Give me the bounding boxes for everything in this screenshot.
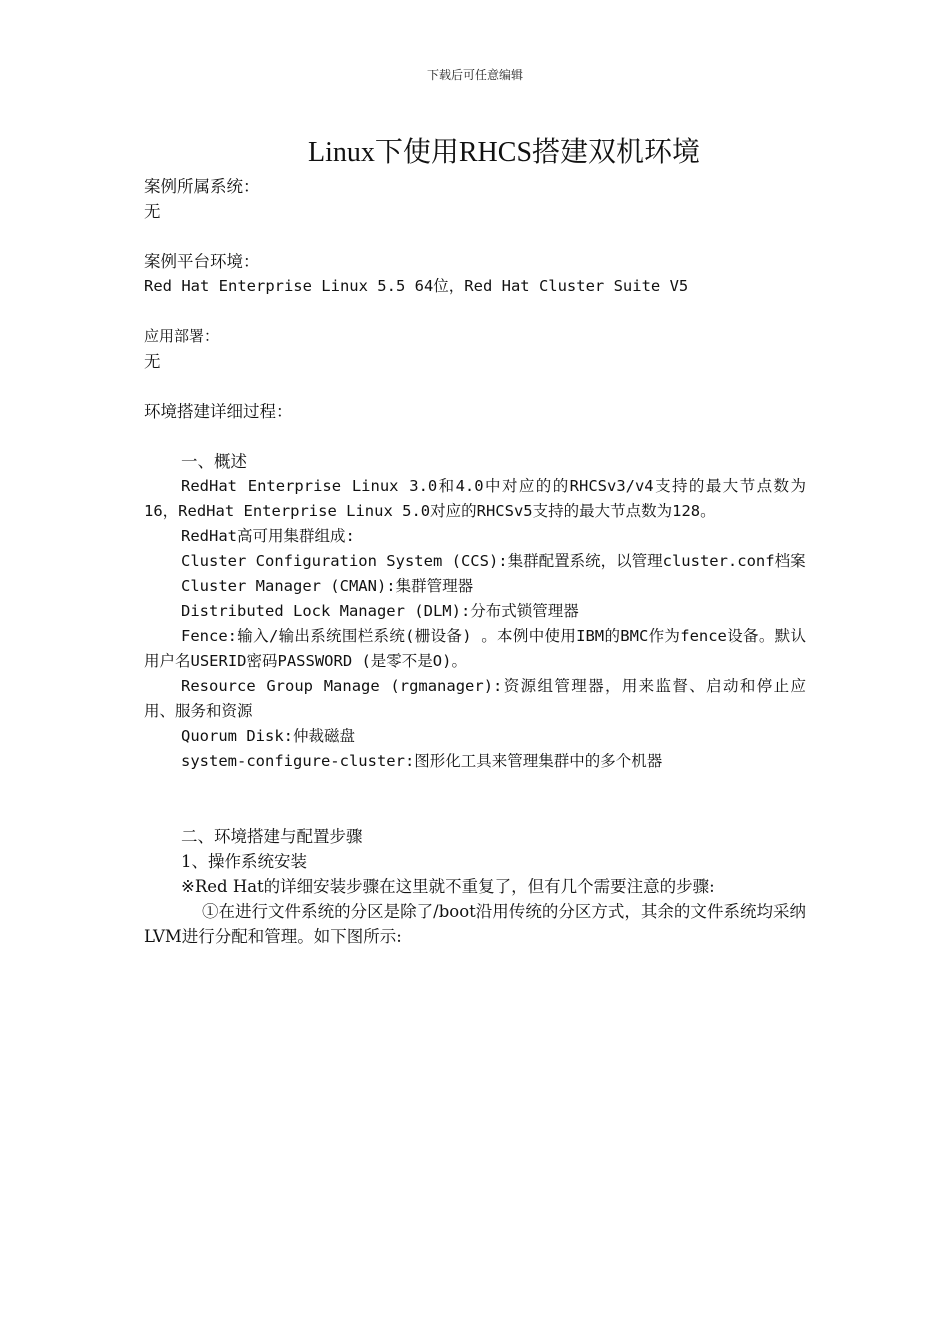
section2-item-1: ①在进行文件系统的分区是除了/boot沿用传统的分区方式，其余的文件系统均采纳LVM进行分配和管理。如下图所示: [144, 902, 806, 946]
section1-paragraph-3: Cluster Configuration System (CCS):集群配置系统，以管理cluster.conf档案 [181, 552, 806, 570]
section2-subheading-1: 1、操作系统安装 [181, 852, 307, 871]
section1-heading: 一、概述 [181, 452, 247, 471]
section1-paragraph-2: RedHat高可用集群组成: [181, 527, 355, 545]
section1-paragraph-8: Quorum Disk:仲裁磁盘 [181, 727, 355, 745]
platform-value: Red Hat Enterprise Linux 5.5 64位，Red Hat Cluster Suite V5 [144, 277, 689, 295]
section2-note: ※Red Hat的详细安装步骤在这里就不重复了，但有几个需要注意的步骤: [181, 877, 715, 896]
section2-heading: 二、环境搭建与配置步骤 [181, 827, 363, 846]
section1-paragraph-7: Resource Group Manage (rgmanager):资源组管理器，用来监督、启动和停止应用、服务和资源 [144, 677, 806, 720]
deploy-label: 应用部署： [144, 327, 220, 345]
system-label: 案例所属系统： [144, 177, 260, 196]
section1-paragraph-9: system-configure-cluster:图形化工具来管理集群中的多个机器 [181, 752, 663, 770]
deploy-value: 无 [144, 352, 161, 371]
document-body [144, 174, 806, 949]
system-value: 无 [144, 202, 161, 221]
platform-label: 案例平台环境： [144, 252, 260, 271]
section1-paragraph-5: Distributed Lock Manager (DLM):分布式锁管理器 [181, 602, 579, 620]
document-title: Linux下使用RHCS搭建双机环境 [307, 137, 701, 168]
process-label: 环境搭建详细过程： [144, 402, 293, 421]
section1-paragraph-6: Fence:输入/输出系统围栏系统(栅设备) 。本例中使用IBM的BMC作为fence设备。默认用户名USERID密码PASSWORD (是零不是O)。 [144, 627, 806, 670]
section1-paragraph-1: RedHat Enterprise Linux 3.0和4.0中对应的的RHCSv3/v4支持的最大节点数为16，RedHat Enterprise Linux 5.0对应的RHCSv5支持的最大节点数为128。 [144, 477, 806, 520]
header-note: 下载后可任意编辑 [426, 68, 523, 82]
section1-paragraph-4: Cluster Manager (CMAN):集群管理器 [181, 577, 474, 595]
